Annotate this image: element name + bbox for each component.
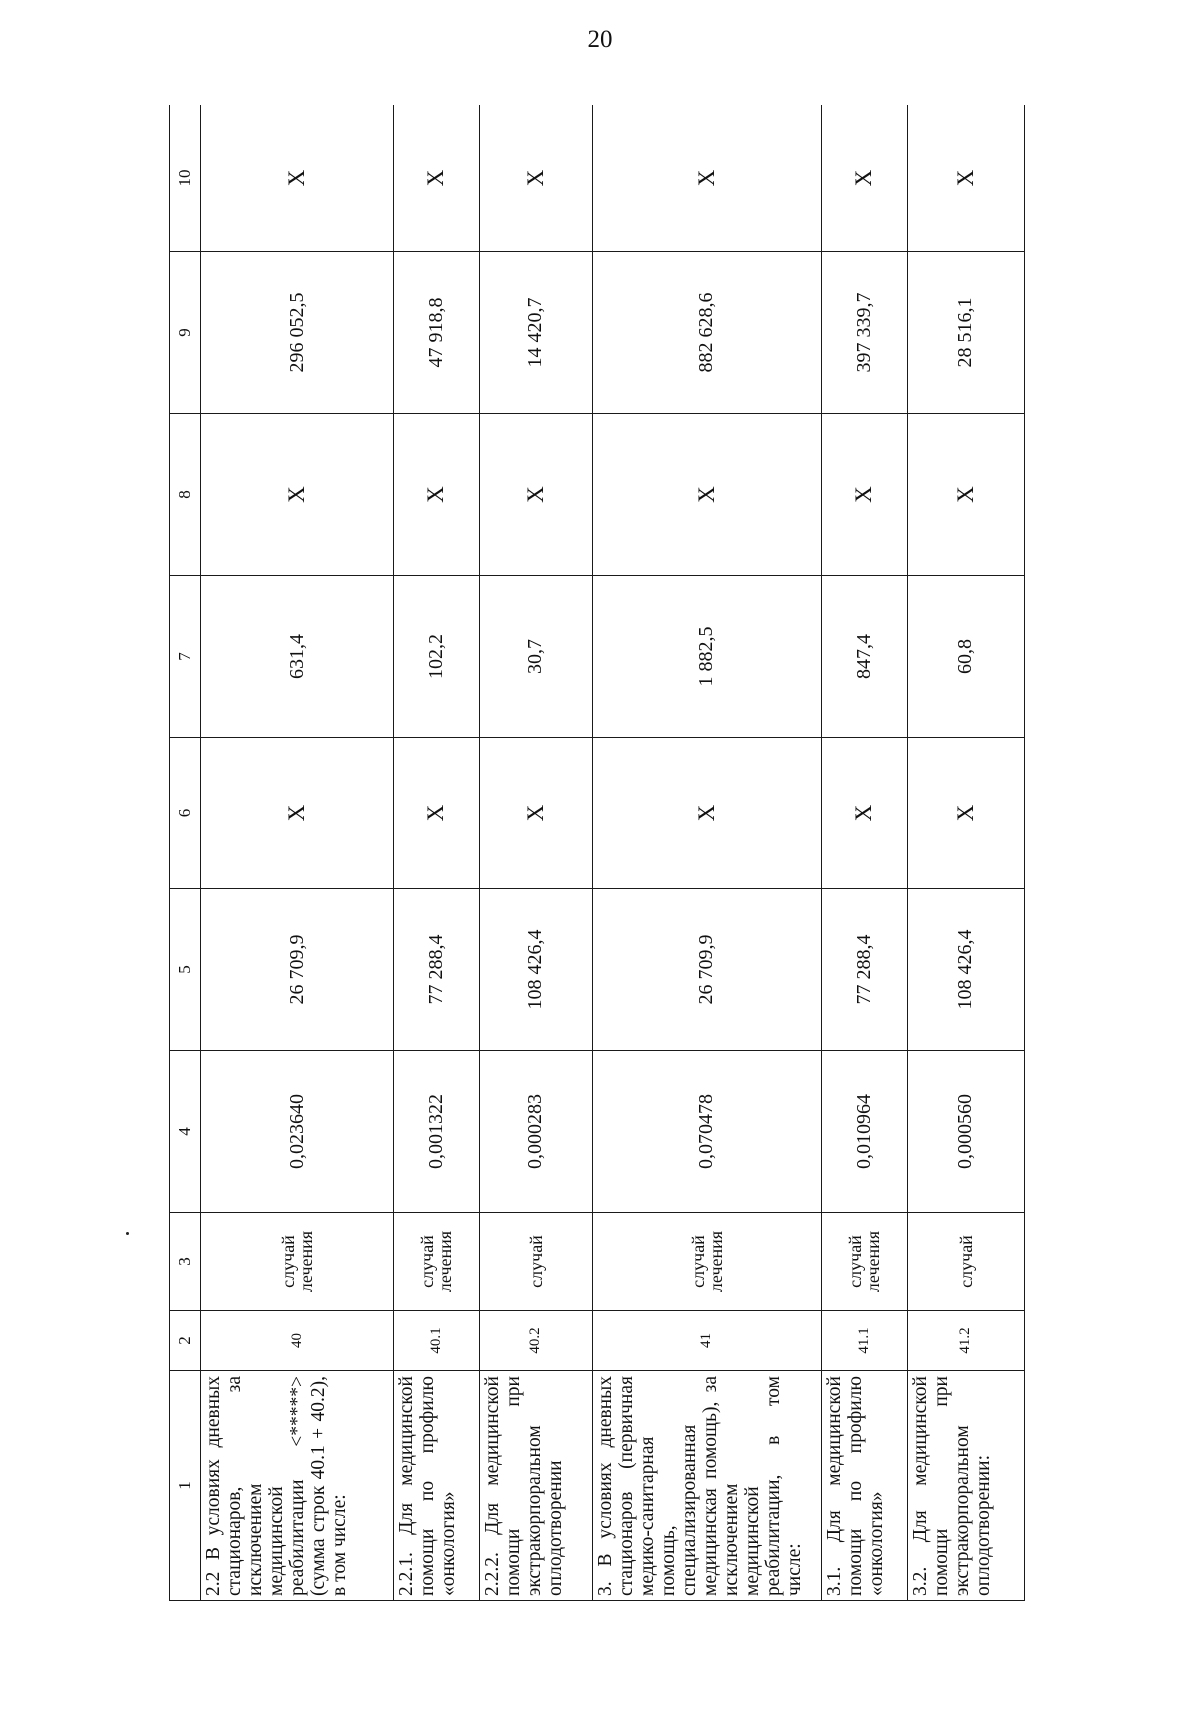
column-header: 4 (170, 1051, 201, 1213)
unit-cell: случай лечения (201, 1213, 394, 1311)
x-cell: X (201, 738, 394, 889)
value-cell: 60,8 (907, 576, 1024, 738)
total-cell: 14 420,7 (479, 252, 592, 414)
x-cell: X (394, 105, 479, 252)
x-cell: X (479, 105, 592, 252)
x-cell: X (592, 105, 821, 252)
column-header: 10 (170, 105, 201, 252)
x-cell: X (479, 414, 592, 576)
column-header: 5 (170, 889, 201, 1051)
row-code: 40.1 (394, 1311, 479, 1371)
x-cell: X (907, 738, 1024, 889)
total-cell: 296 052,5 (201, 252, 394, 414)
row-code: 40 (201, 1311, 394, 1371)
cost-cell: 26 709,9 (201, 889, 394, 1051)
rate-cell: 0,001322 (394, 1051, 479, 1213)
row-description: 3. В условиях дневных стационаров (первичная медико-санитарная помощь, специализированная медицинская помощь), за исключением медицинской реабилитации, в том числе: (592, 1371, 821, 1601)
value-cell: 1 882,5 (592, 576, 821, 738)
row-description: 2.2.1. Для медицинской помощи по профилю «онкология» (394, 1371, 479, 1601)
total-cell: 28 516,1 (907, 252, 1024, 414)
rate-cell: 0,010964 (822, 1051, 907, 1213)
cost-cell: 77 288,4 (822, 889, 907, 1051)
rate-cell: 0,000560 (907, 1051, 1024, 1213)
rotated-table-frame (169, 105, 1025, 1601)
x-cell: X (822, 738, 907, 889)
row-description: 2.2 В условиях дневных стационаров, за исключением медицинской реабилитации <*****> (сумма строк 40.1 + 40.2), в том числе: (201, 1371, 394, 1601)
unit-cell: случай лечения (394, 1213, 479, 1311)
unit-cell: случай лечения (592, 1213, 821, 1311)
total-cell: 397 339,7 (822, 252, 907, 414)
column-header: 9 (170, 252, 201, 414)
table-row (479, 105, 592, 1601)
row-description: 3.1. Для медицинской помощи по профилю «онкология» (822, 1371, 907, 1601)
x-cell: X (394, 414, 479, 576)
rate-cell: 0,070478 (592, 1051, 821, 1213)
rate-cell: 0,000283 (479, 1051, 592, 1213)
value-cell: 102,2 (394, 576, 479, 738)
x-cell: X (592, 738, 821, 889)
x-cell: X (907, 414, 1024, 576)
data-table (169, 105, 1025, 1601)
x-cell: X (907, 105, 1024, 252)
table-row (201, 105, 394, 1601)
row-description: 2.2.2. Для медицинской помощи при экстракорпоральном оплодотворении (479, 1371, 592, 1601)
x-cell: X (394, 738, 479, 889)
x-cell: X (822, 105, 907, 252)
value-cell: 30,7 (479, 576, 592, 738)
table-row (822, 105, 907, 1601)
table-row (394, 105, 479, 1601)
row-code: 41.2 (907, 1311, 1024, 1371)
row-code: 41 (592, 1311, 821, 1371)
table-row (907, 105, 1024, 1601)
row-code: 41.1 (822, 1311, 907, 1371)
value-cell: 631,4 (201, 576, 394, 738)
cost-cell: 108 426,4 (907, 889, 1024, 1051)
cost-cell: 77 288,4 (394, 889, 479, 1051)
total-cell: 882 628,6 (592, 252, 821, 414)
unit-cell: случай лечения (822, 1213, 907, 1311)
column-header: 6 (170, 738, 201, 889)
page-number: 20 (587, 26, 613, 53)
row-code: 40.2 (479, 1311, 592, 1371)
column-header: 7 (170, 576, 201, 738)
x-cell: X (479, 738, 592, 889)
unit-cell: случай (479, 1213, 592, 1311)
unit-cell: случай (907, 1213, 1024, 1311)
x-cell: X (822, 414, 907, 576)
rate-cell: 0,023640 (201, 1051, 394, 1213)
column-header: 1 (170, 1371, 201, 1601)
x-cell: X (201, 105, 394, 252)
scan-speck (126, 1232, 129, 1235)
column-header: 8 (170, 414, 201, 576)
column-number-row (170, 105, 201, 1601)
total-cell: 47 918,8 (394, 252, 479, 414)
x-cell: X (201, 414, 394, 576)
row-description: 3.2. Для медицинской помощи при экстракорпоральном оплодотворении: (907, 1371, 1024, 1601)
cost-cell: 108 426,4 (479, 889, 592, 1051)
column-header: 2 (170, 1311, 201, 1371)
table-row (592, 105, 821, 1601)
cost-cell: 26 709,9 (592, 889, 821, 1051)
value-cell: 847,4 (822, 576, 907, 738)
column-header: 3 (170, 1213, 201, 1311)
x-cell: X (592, 414, 821, 576)
